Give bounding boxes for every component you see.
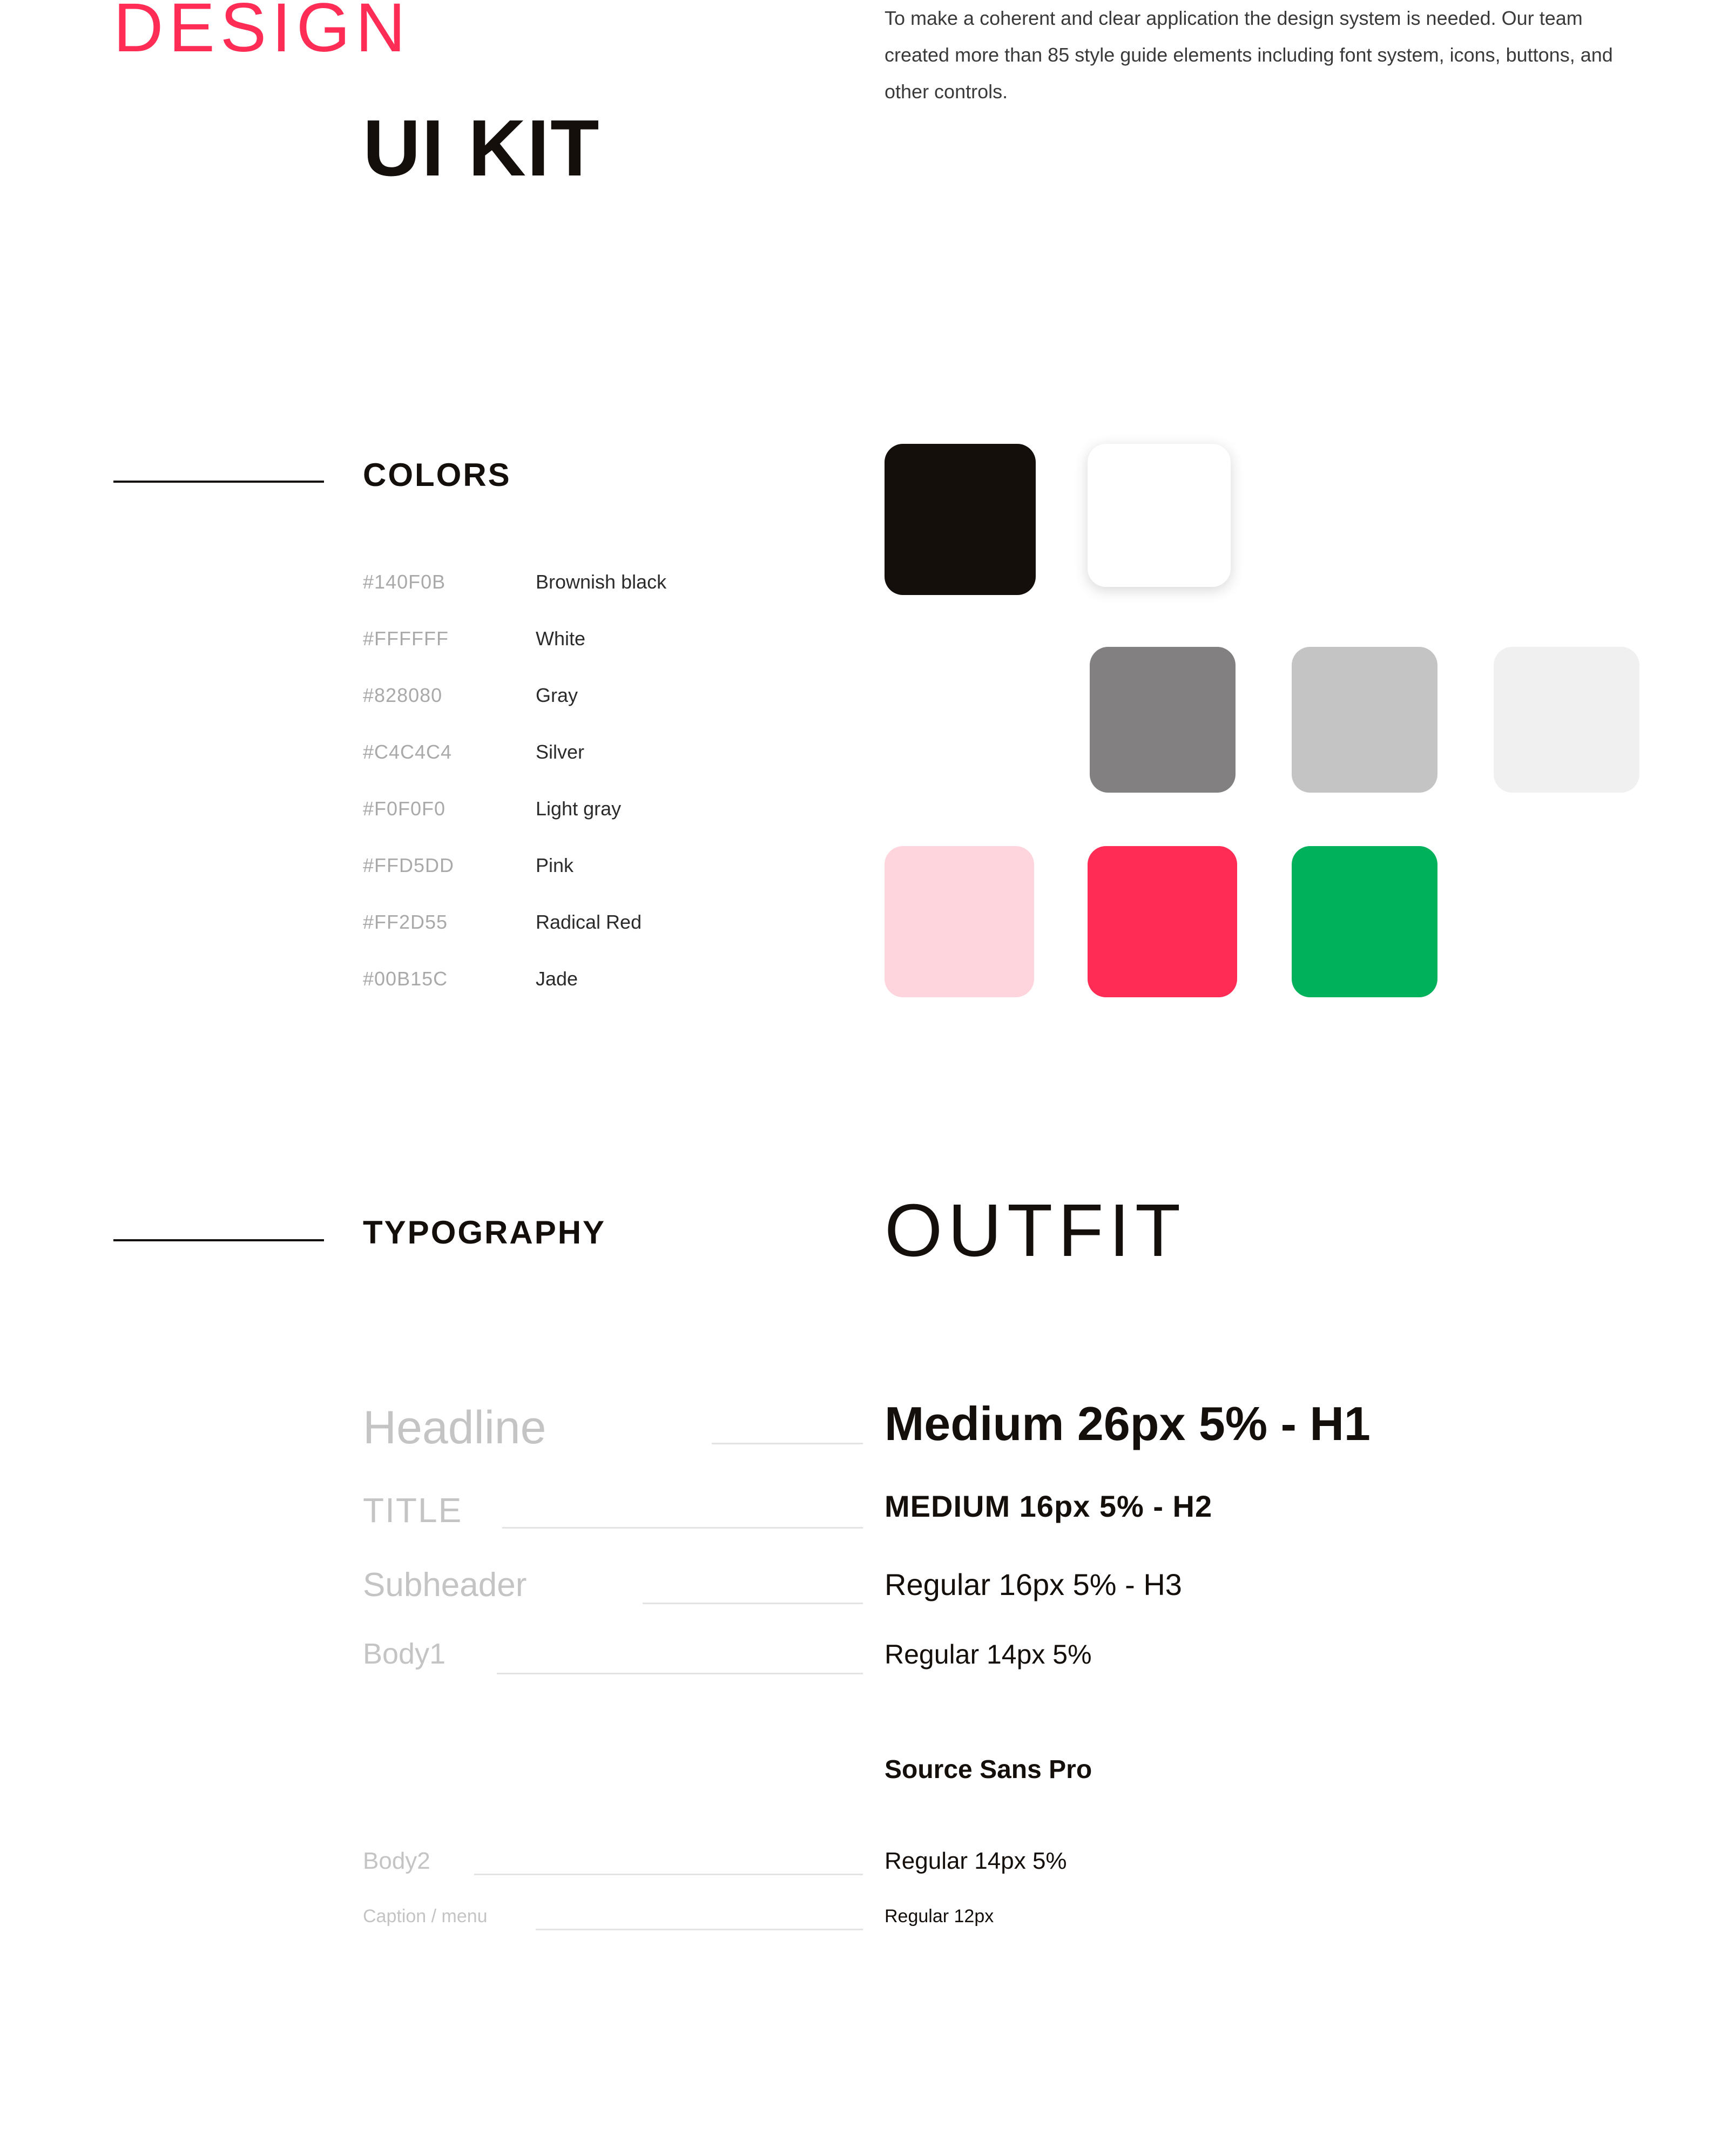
- primary-font-name: OUTFIT: [885, 1189, 1186, 1272]
- color-row: [363, 894, 666, 950]
- type-label-subheader: Subheader: [363, 1566, 527, 1604]
- swatch-radical-red: [1088, 846, 1237, 997]
- color-name: Jade: [536, 967, 578, 990]
- swatch-light-gray: [1494, 647, 1639, 793]
- type-label-body2: Body2: [363, 1848, 430, 1874]
- typography-section-title: TYPOGRAPHY: [363, 1214, 606, 1251]
- type-label-body1: Body1: [363, 1638, 446, 1670]
- color-row: [363, 610, 666, 667]
- type-rule-caption: [536, 1929, 863, 1930]
- color-name: Radical Red: [536, 910, 642, 933]
- type-label-title: TITLE: [363, 1491, 463, 1530]
- intro-paragraph: To make a coherent and clear application the design system is needed. Our team created more than 85 style guide elements including font system, icons, buttons, and other controls.: [885, 7, 1613, 103]
- swatch-jade: [1292, 846, 1437, 997]
- swatch-pink: [885, 846, 1034, 997]
- swatch-gray: [1090, 647, 1236, 793]
- color-row: [363, 553, 666, 610]
- secondary-font-name: Source Sans Pro: [885, 1755, 1092, 1784]
- color-list: [363, 553, 666, 1007]
- color-hex: #00B15C: [363, 967, 448, 990]
- swatch-white: [1088, 444, 1231, 587]
- type-rule-subheader: [643, 1603, 863, 1604]
- color-row: [363, 667, 666, 724]
- color-name: Light gray: [536, 797, 622, 820]
- type-spec-body2: Regular 14px 5%: [885, 1848, 1067, 1874]
- swatch-silver: [1292, 647, 1437, 793]
- color-name: Gray: [536, 684, 578, 706]
- color-hex: #C4C4C4: [363, 740, 453, 763]
- color-name: Silver: [536, 740, 585, 763]
- color-hex: #FFFFFF: [363, 627, 449, 650]
- type-spec-headline: Medium 26px 5% - H1: [885, 1397, 1371, 1450]
- page-header: [0, 0, 1728, 281]
- color-row: [363, 724, 666, 780]
- color-row: [363, 780, 666, 837]
- type-spec-body1: Regular 14px 5%: [885, 1639, 1092, 1670]
- color-hex: #828080: [363, 684, 443, 706]
- color-name: White: [536, 627, 586, 650]
- typography-section-rule: [113, 1239, 324, 1241]
- type-rule-body1: [497, 1673, 863, 1674]
- type-spec-subheader: Regular 16px 5% - H3: [885, 1567, 1182, 1601]
- page-title: UI KIT: [363, 104, 600, 193]
- color-hex: #FFD5DD: [363, 854, 455, 876]
- color-hex: #FF2D55: [363, 910, 448, 933]
- type-spec-title: MEDIUM 16px 5% - H2: [885, 1489, 1213, 1523]
- color-row: [363, 837, 666, 894]
- type-rule-title: [502, 1527, 863, 1529]
- type-rule-headline: [712, 1443, 863, 1444]
- color-hex: #F0F0F0: [363, 797, 446, 820]
- colors-section-rule: [113, 481, 324, 483]
- color-name: Brownish black: [536, 570, 667, 593]
- type-rule-body2: [474, 1874, 863, 1875]
- type-spec-caption: Regular 12px: [885, 1906, 994, 1927]
- colors-section-title: COLORS: [363, 457, 511, 493]
- type-label-headline: Headline: [363, 1402, 546, 1454]
- color-row: [363, 950, 666, 1007]
- design-word: DESIGN: [113, 0, 411, 66]
- color-name: Pink: [536, 854, 574, 876]
- swatch-brownish-black: [885, 444, 1036, 595]
- type-label-caption: Caption / menu: [363, 1906, 488, 1927]
- color-hex: #140F0B: [363, 570, 446, 593]
